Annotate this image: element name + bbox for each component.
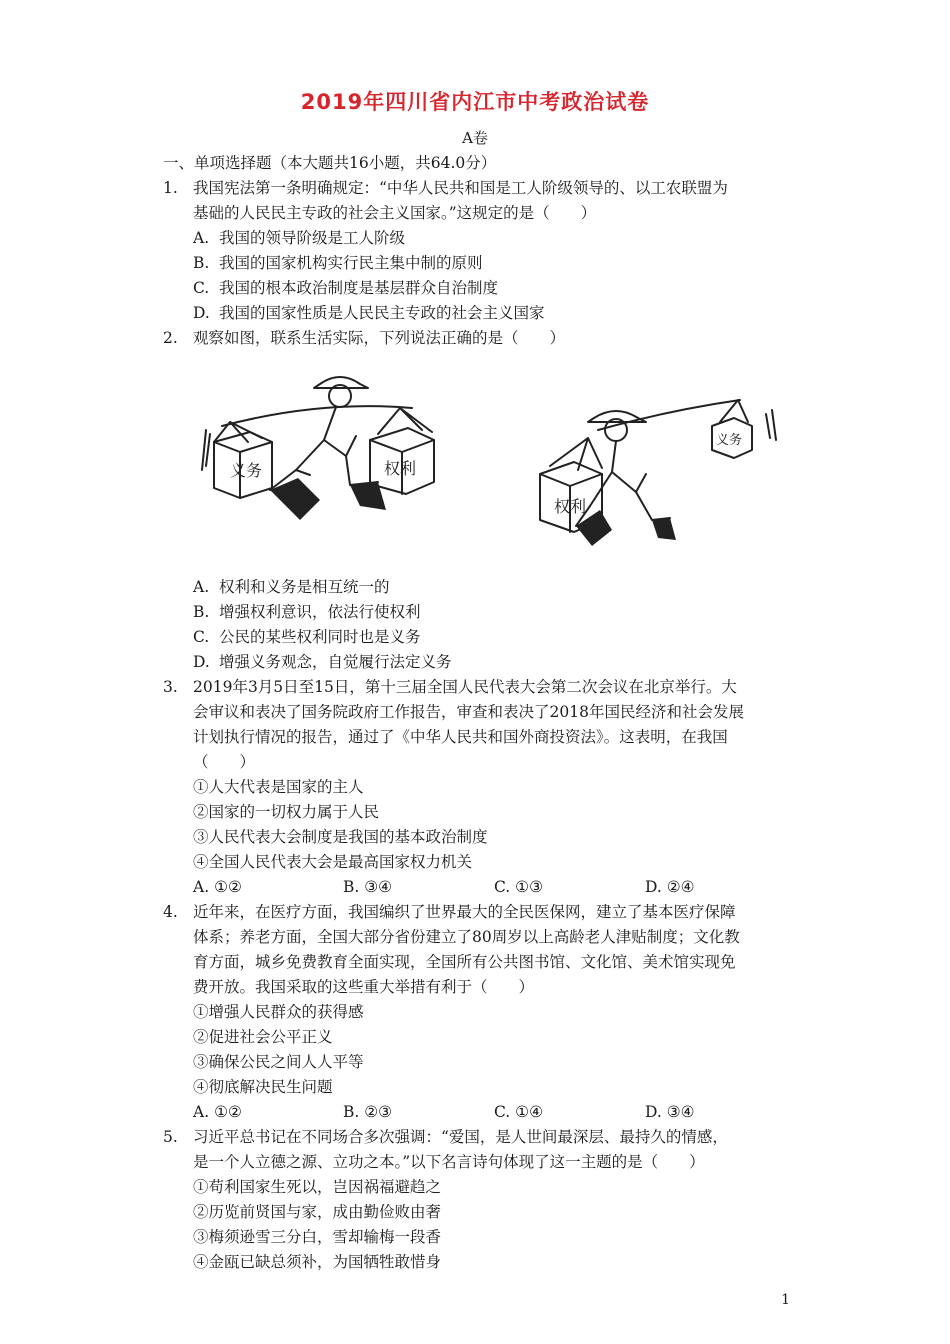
choice-d (645, 1102, 695, 1122)
question-stem-line: 是一个人立德之源、立功之本。”以下名言诗句体现了这一主题的是（ ） (193, 1153, 705, 1171)
statement-item: ③梅须逊雪三分白，雪却输梅一段香 (193, 1228, 442, 1246)
question-stem-line: 我国宪法第一条明确规定：“中华人民共和国是工人阶级领导的、以工农联盟为 (193, 179, 728, 197)
option-d (193, 652, 452, 672)
cartoon-figure (200, 370, 780, 560)
option-label: D. (193, 653, 210, 671)
question-stem-line: 2019年3月5日至15日，第十三届全国人民代表大会第二次会议在北京举行。大 (193, 678, 737, 696)
statement-item: ①人大代表是国家的主人 (193, 778, 364, 796)
basket-label: 权利 (554, 497, 587, 516)
option-text: 增强义务观念，自觉履行法定义务 (219, 653, 452, 671)
statement-item: ①增强人民群众的获得感 (193, 1003, 364, 1021)
question-stem-line: 习近平总书记在不同场合多次强调：“爱国，是人世间最深层、最持久的情感， (193, 1128, 728, 1146)
option-text: 公民的某些权利同时也是义务 (219, 628, 421, 646)
option-text: 权利和义务是相互统一的 (219, 578, 390, 596)
choice-text: ②④ (666, 878, 695, 896)
option-text: 我国的根本政治制度是基层群众自治制度 (219, 279, 499, 297)
question-number: 5. (163, 1128, 178, 1146)
option-text: 我国的国家机构实行民主集中制的原则 (219, 254, 483, 272)
choice-b (343, 877, 392, 897)
statement-item: ②国家的一切权力属于人民 (193, 803, 380, 821)
basket-label: 权利 (384, 459, 417, 478)
choice-text: ②③ (364, 1103, 393, 1121)
option-b (193, 602, 421, 622)
exam-title: 2019年四川省内江市中考政治试卷 (300, 90, 650, 114)
choice-b (343, 1102, 392, 1122)
choice-a (193, 877, 242, 897)
choice-label: A. (193, 878, 210, 896)
option-label: C. (193, 279, 210, 297)
question-stem-line: 计划执行情况的报告，通过了《中华人民共和国外商投资法》。这表明，在我国 (193, 728, 728, 746)
choice-d (645, 877, 695, 897)
choice-c (494, 877, 543, 897)
cartoon-illustration (200, 370, 780, 560)
option-c (193, 627, 421, 647)
question-number: 1. (163, 179, 178, 197)
choice-text: ①② (214, 1103, 242, 1121)
choice-label: D. (645, 1103, 662, 1121)
choice-label: A. (193, 1103, 210, 1121)
page-number: 1 (781, 1292, 790, 1308)
option-a (193, 577, 390, 597)
option-c (193, 278, 498, 298)
basket-label: 义务 (230, 461, 263, 480)
option-label: B. (193, 254, 210, 272)
statement-item: ①苟利国家生死以，岂因祸福避趋之 (193, 1178, 442, 1196)
choice-c (494, 1102, 543, 1122)
option-text: 增强权利意识，依法行使权利 (219, 603, 421, 621)
choice-text: ①③ (515, 878, 543, 896)
basket-label: 义务 (716, 433, 743, 448)
question-stem-line: 观察如图，联系生活实际，下列说法正确的是（ ） (193, 329, 566, 347)
question-number: 2. (163, 329, 178, 347)
statement-item: ④彻底解决民生问题 (193, 1078, 333, 1096)
statement-item: ③确保公民之间人人平等 (193, 1053, 364, 1071)
exam-subtitle: A卷 (462, 129, 488, 147)
choice-text: ③④ (364, 878, 393, 896)
choice-text: ①④ (515, 1103, 543, 1121)
choice-label: D. (645, 878, 662, 896)
section-heading: 一、单项选择题（本大题共16小题，共64.0分） (163, 154, 497, 172)
choice-label: B. (343, 878, 360, 896)
question-number: 4. (163, 903, 178, 921)
question-stem-line: 育方面，城乡免费教育全面实现，全国所有公共图书馆、文化馆、美术馆实现免 (193, 953, 736, 971)
option-d (193, 303, 545, 323)
option-a (193, 228, 405, 248)
option-label: A. (193, 578, 210, 596)
option-text: 我国的国家性质是人民民主专政的社会主义国家 (219, 304, 545, 322)
question-stem-line: 费开放。我国采取的这些重大举措有利于（ ） (193, 978, 535, 996)
question-stem-line: 基础的人民民主专政的社会主义国家。”这规定的是（ ） (193, 204, 597, 222)
choice-text: ①② (214, 878, 242, 896)
choice-label: B. (343, 1103, 360, 1121)
option-text: 我国的领导阶级是工人阶级 (219, 229, 406, 247)
question-stem-line: 近年来，在医疗方面，我国编织了世界最大的全民医保网，建立了基本医疗保障 (193, 903, 736, 921)
choice-label: C. (494, 1103, 511, 1121)
option-b (193, 253, 483, 273)
option-label: D. (193, 304, 210, 322)
question-number: 3. (163, 678, 178, 696)
statement-item: ④金瓯已缺总须补，为国牺牲敢惜身 (193, 1253, 442, 1271)
option-label: C. (193, 628, 210, 646)
choice-label: C. (494, 878, 511, 896)
choice-a (193, 1102, 242, 1122)
option-label: A. (193, 229, 210, 247)
statement-item: ②促进社会公平正义 (193, 1028, 333, 1046)
statement-item: ④全国人民代表大会是最高国家权力机关 (193, 853, 473, 871)
choice-text: ③④ (666, 1103, 695, 1121)
option-label: B. (193, 603, 210, 621)
question-stem-line: （ ） (193, 753, 256, 771)
statement-item: ③人民代表大会制度是我国的基本政治制度 (193, 828, 488, 846)
statement-item: ②历览前贤国与家，成由勤俭败由奢 (193, 1203, 442, 1221)
question-stem-line: 会审议和表决了国务院政府工作报告，审查和表决了2018年国民经济和社会发展 (193, 703, 744, 721)
question-stem-line: 体系；养老方面，全国大部分省份建立了80周岁以上高龄老人津贴制度；文化教 (193, 928, 740, 946)
